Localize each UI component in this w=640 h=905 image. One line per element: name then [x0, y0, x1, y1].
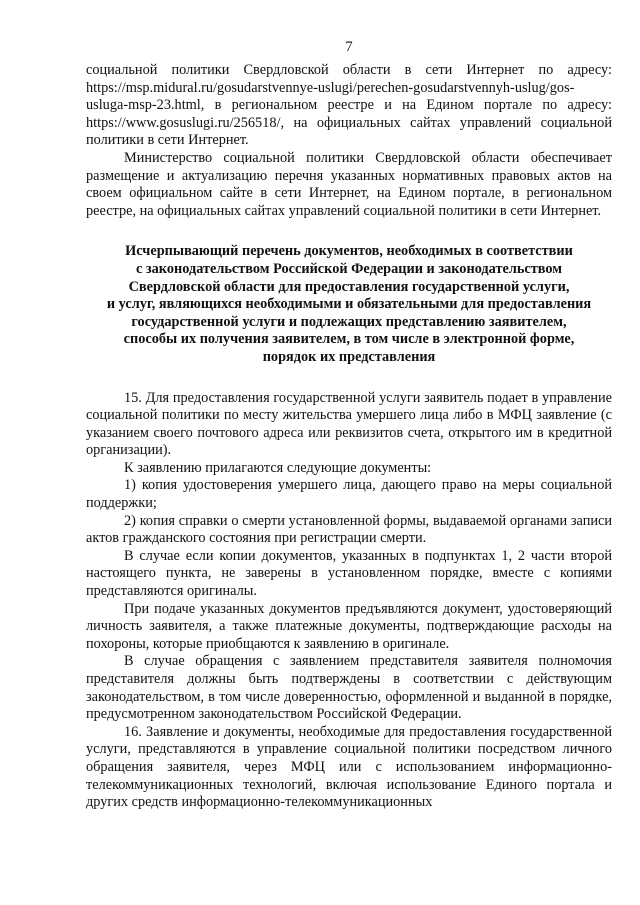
heading-line-1: Исчерпывающий перечень документов, необходимых в соответствии [125, 243, 573, 260]
intro-paragraph-2: Министерство социальной политики Свердловской области обеспечивает размещение и актуализацию перечня указанных нормативных правовых актов на своем официальном сайте в сети Интернет, на Едином портале, в региональном реестре, на официальных сайтах управлений социальной политики в сети Интернет. [86, 149, 612, 219]
page-number: 7 [345, 39, 353, 55]
paragraph-item-2: 2) копия справки о смерти установленной формы, выдаваемой органами записи актов гражданского состояния при регистрации смерти. [86, 512, 612, 547]
body-section [86, 390, 612, 812]
heading-line-2: с законодательством Российской Федерации и законодательством [135, 260, 562, 277]
paragraph-15: 15. Для предоставления государственной услуги заявитель подает в управление социальной политики по месту жительства умершего лица либо в МФЦ заявление (с указанием своего почтового адреса или реквизитов счета, открытого им в кредитной организации). [86, 389, 612, 459]
heading-line-5: государственной услуги и подлежащих представлению заявителем, [131, 313, 567, 330]
paragraph-representative: В случае обращения с заявлением представителя заявителя полномочия представителя должны быть подтверждены в соответствии с действующим законодательством, в том числе доверенностью, оформленной и выданной в порядке, предусмотренном законодательством Российской Федерации. [86, 653, 612, 723]
intro-section [86, 62, 612, 220]
paragraph-copies: В случае если копии документов, указанных в подпунктах 1, 2 части второй настоящего пункта, не заверены в установленном порядке, вместе с копиями представляются оригиналы. [86, 547, 612, 600]
heading-line-3: Свердловской области для предоставления государственной услуги, [128, 278, 570, 295]
paragraph-attachments-intro: К заявлению прилагаются следующие документы: [124, 459, 432, 476]
heading-line-4: и услуг, являющихся необходимыми и обязательными для предоставления [106, 296, 592, 313]
intro-paragraph-1: социальной политики Свердловской области в сети Интернет по адресу: https://msp.midural.ru/gosudarstvennye-uslugi/perechen-gosudarstvennyh-uslug/gos-usluga-msp-23.html, в региональном реестре и на Едином портале по адресу: https://www.gosuslugi.ru/256518/, на официальных сайтах управлений социальной политики в сети Интернет. [86, 62, 612, 149]
heading-line-7: порядок их представления [262, 348, 436, 365]
paragraph-16: 16. Заявление и документы, необходимые для предоставления государственной услуги, представляются в управление социальной политики посредством личного обращения заявителя, через МФЦ или с использованием информационно-телекоммуникационных технологий, включая использование Единого портала и других средств информационно-телекоммуникационных [86, 723, 612, 811]
section-heading [86, 243, 612, 366]
paragraph-item-1: 1) копия удостоверения умершего лица, дающего право на меры социальной поддержки; [86, 477, 612, 512]
paragraph-identity: При подаче указанных документов предъявляются документ, удостоверяющий личность заявителя, а также платежные документы, подтверждающие расходы на похороны, которые приобщаются к заявлению в оригинале. [86, 600, 612, 652]
heading-line-6: способы их получения заявителем, в том числе в электронной форме, [123, 331, 575, 348]
